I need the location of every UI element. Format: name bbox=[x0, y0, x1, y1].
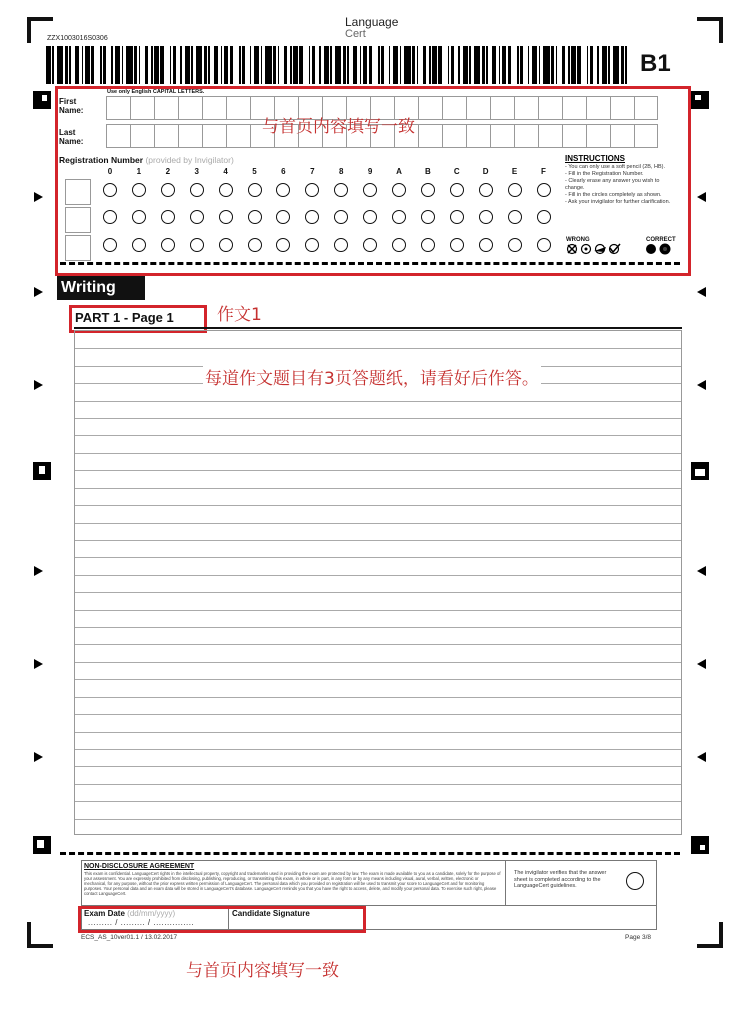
writing-line bbox=[75, 697, 681, 698]
alignment-marker-icon bbox=[33, 91, 51, 109]
nda-text: This exam is confidential. LanguageCert rights in the intellectual property, copyright and trademarks used in providing the exam are protected by law. The exam is made available to you as a candidate, solely for the purpose of your assessment. You are expressly prohibited from disclosing, publishing, reproducing, or transmitting this exam, in whole or in part, in any form or by any means including visual, aural, verbal, written, electronic or mechanical, for any purpose, without the prior express written permission of LanguageCert. The personal data which you provided on registration will be used to transmit your score to LanguageCert and for monitoring purposes. Your personal data and an exam data will be stored in LanguageCert's database. LanguageCert reminds you that you have the right to access, delete, and modify your personal data. To exercise such right, please contact LanguageCert. bbox=[84, 871, 501, 896]
timing-arrow-icon bbox=[697, 287, 706, 297]
first-name-label: First Name: bbox=[59, 97, 84, 115]
registration-column-header: B bbox=[425, 167, 431, 176]
registration-column-header: C bbox=[453, 167, 460, 176]
candidate-signature-label: Candidate Signature bbox=[232, 909, 310, 918]
annotation-essay: 作文1 bbox=[217, 305, 262, 325]
annotation-name: 与首页内容填写一致 bbox=[262, 117, 415, 137]
corner-mark-bottom-right bbox=[697, 922, 723, 948]
annotation-footer: 与首页内容填写一致 bbox=[186, 961, 339, 981]
writing-line bbox=[75, 801, 681, 802]
writing-line bbox=[75, 766, 681, 767]
part-underline bbox=[74, 327, 682, 329]
registration-column-header: 5 bbox=[252, 167, 257, 176]
timing-arrow-icon bbox=[34, 752, 43, 762]
exam-date-label: Exam Date (dd/mm/yyyy) bbox=[84, 909, 176, 918]
alignment-marker-icon bbox=[33, 462, 51, 480]
writing-line bbox=[75, 819, 681, 820]
correct-label: CORRECT bbox=[646, 237, 676, 243]
writing-line bbox=[75, 557, 681, 558]
last-name-label: Last Name: bbox=[59, 128, 84, 146]
document-code: ZZX1003016S0306 bbox=[47, 35, 108, 42]
timing-arrow-icon bbox=[34, 287, 43, 297]
registration-column-header: 6 bbox=[281, 167, 286, 176]
writing-line bbox=[75, 714, 681, 715]
timing-arrow-icon bbox=[697, 659, 706, 669]
nda-separator bbox=[505, 861, 506, 905]
writing-line bbox=[75, 505, 681, 506]
timing-arrow-icon bbox=[697, 566, 706, 576]
writing-line bbox=[75, 627, 681, 628]
registration-column-header: 1 bbox=[136, 167, 142, 176]
alignment-marker-icon bbox=[691, 836, 709, 854]
annotation-box-footer bbox=[78, 906, 366, 933]
instruction-item: - Fill in the Registration Number. bbox=[565, 171, 644, 177]
timing-arrow-icon bbox=[697, 752, 706, 762]
registration-column-header: 2 bbox=[165, 167, 171, 176]
annotation-pages: 每道作文题目有3页答题纸，请看好后作答。 bbox=[203, 364, 541, 389]
writing-line bbox=[75, 435, 681, 436]
registration-column-header: 7 bbox=[310, 167, 315, 176]
writing-line bbox=[75, 523, 681, 524]
writing-line bbox=[75, 644, 681, 645]
registration-column-header: 9 bbox=[367, 167, 373, 176]
alignment-marker-icon bbox=[691, 462, 709, 480]
writing-line bbox=[75, 488, 681, 489]
barcode bbox=[46, 46, 631, 84]
instruction-item: - Fill in the circles completely as shown. bbox=[565, 192, 662, 198]
writing-line bbox=[75, 784, 681, 785]
timing-arrow-icon bbox=[697, 380, 706, 390]
writing-section-title: Writing bbox=[57, 276, 145, 300]
registration-column-header: E bbox=[511, 167, 518, 176]
writing-answer-area[interactable] bbox=[74, 330, 682, 835]
brand-logo-line1: Language bbox=[345, 15, 399, 29]
section-divider bbox=[60, 852, 680, 855]
brand-logo-line2: Cert bbox=[345, 28, 366, 40]
page-number: Page 3/8 bbox=[625, 934, 652, 941]
nda-title: NON-DISCLOSURE AGREEMENT bbox=[84, 863, 195, 870]
registration-column-header: 0 bbox=[107, 167, 113, 176]
writing-line bbox=[75, 575, 681, 576]
instruction-item: - Ask your invigilator for further clarification. bbox=[565, 199, 671, 205]
corner-mark-bottom-left bbox=[27, 922, 53, 948]
timing-arrow-icon bbox=[697, 192, 706, 202]
instructions-title: INSTRUCTIONS bbox=[565, 154, 625, 163]
capital-letters-note: Use only English CAPITAL LETTERS. bbox=[107, 89, 205, 95]
writing-line bbox=[75, 662, 681, 663]
exam-date-field[interactable]: ......... / ......... / ............... bbox=[88, 918, 195, 927]
invigilator-note: The invigilator verifies that the answer sheet is completed according to the LanguageCert guidelines. bbox=[514, 870, 607, 889]
writing-line bbox=[75, 453, 681, 454]
part-label: PART 1 - Page 1 bbox=[75, 310, 174, 325]
invigilator-check-circle[interactable] bbox=[626, 872, 644, 890]
writing-line bbox=[75, 679, 681, 680]
instruction-item: - Clearly erase any answer you wish to change. bbox=[565, 178, 660, 191]
writing-line bbox=[75, 749, 681, 750]
timing-arrow-icon bbox=[34, 380, 43, 390]
writing-line bbox=[75, 470, 681, 471]
registration-column-header: 8 bbox=[338, 167, 344, 176]
writing-line bbox=[75, 401, 681, 402]
alignment-marker-icon bbox=[691, 91, 709, 109]
writing-line bbox=[75, 540, 681, 541]
timing-arrow-icon bbox=[34, 566, 43, 576]
registration-title: Registration Number (provided by Invigilator) bbox=[59, 155, 234, 165]
instruction-item: - You can only use a soft pencil (2B, HB). bbox=[565, 164, 665, 170]
registration-column-header: F bbox=[541, 167, 546, 176]
corner-mark-top-right bbox=[697, 17, 723, 43]
writing-line bbox=[75, 348, 681, 349]
wrong-label: WRONG bbox=[566, 237, 590, 243]
level-label: B1 bbox=[640, 50, 671, 77]
barcode-bar bbox=[627, 46, 631, 84]
writing-line bbox=[75, 610, 681, 611]
registration-column-header: D bbox=[482, 167, 489, 176]
timing-arrow-icon bbox=[34, 659, 43, 669]
writing-line bbox=[75, 418, 681, 419]
registration-column-header: 4 bbox=[223, 167, 228, 176]
timing-arrow-icon bbox=[34, 192, 43, 202]
registration-column-header: 3 bbox=[194, 167, 199, 176]
version-code: ECS_AS_10ver01.1 / 13.02.2017 bbox=[81, 934, 178, 941]
registration-column-header: A bbox=[396, 167, 402, 176]
alignment-marker-icon bbox=[33, 836, 51, 854]
writing-line bbox=[75, 732, 681, 733]
writing-line bbox=[75, 592, 681, 593]
